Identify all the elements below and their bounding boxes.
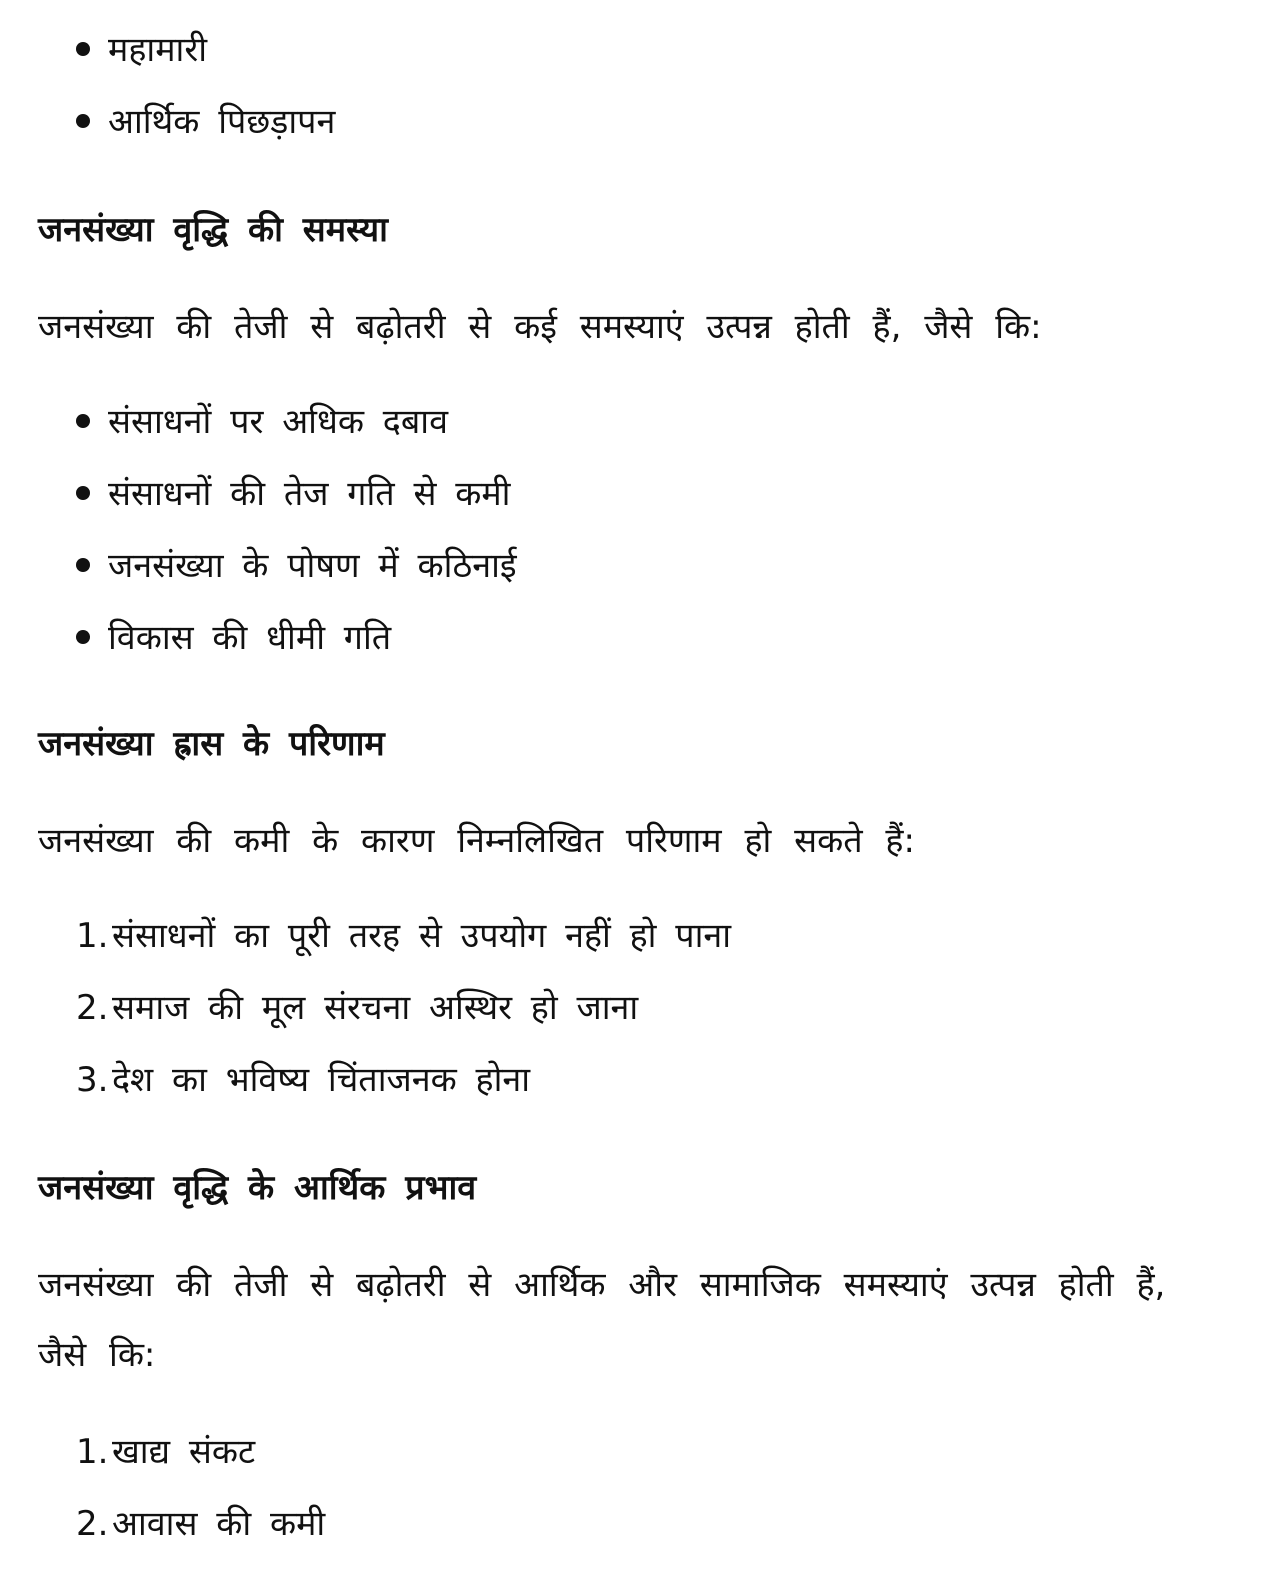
bullet-icon [76,414,90,428]
section-heading-decline-consequences: जनसंख्या ह्रास के परिणाम [38,724,385,764]
section-heading-growth-problem: जनसंख्या वृद्धि की समस्या [38,210,388,250]
bullet-icon [76,630,90,644]
list-item: 2. समाज की मूल संरचना अस्थिर हो जाना [76,988,639,1028]
list-item: जनसंख्या के पोषण में कठिनाई [76,546,517,586]
list-item: विकास की धीमी गति [76,618,391,658]
section-intro-decline-consequences: जनसंख्या की कमी के कारण निम्नलिखित परिणाम हो सकते हैं: [38,821,915,861]
section-intro-growth-problem: जनसंख्या की तेजी से बढ़ोतरी से कई समस्याएं उत्पन्न होती हैं, जैसे कि: [38,307,1042,347]
bullet-icon [76,486,90,500]
list-item: 1. संसाधनों का पूरी तरह से उपयोग नहीं हो पाना [76,916,732,956]
list-item: 2. आवास की कमी [76,1504,326,1544]
list-item: संसाधनों पर अधिक दबाव [76,402,448,442]
bullet-icon [76,114,90,128]
section-intro-economic-effects: जनसंख्या की तेजी से बढ़ोतरी से आर्थिक और सामाजिक समस्याएं उत्पन्न होती हैं, जैसे कि: [38,1265,1166,1375]
bullet-icon [76,558,90,572]
bullet-icon [76,42,90,56]
list-item: 1. खाद्य संकट [76,1432,256,1472]
list-item: संसाधनों की तेज गति से कमी [76,474,511,514]
list-item: 3. देश का भविष्य चिंताजनक होना [76,1060,531,1100]
list-item: महामारी [76,30,207,70]
list-item: आर्थिक पिछड़ापन [76,102,335,142]
section-heading-economic-effects: जनसंख्या वृद्धि के आर्थिक प्रभाव [38,1168,477,1208]
